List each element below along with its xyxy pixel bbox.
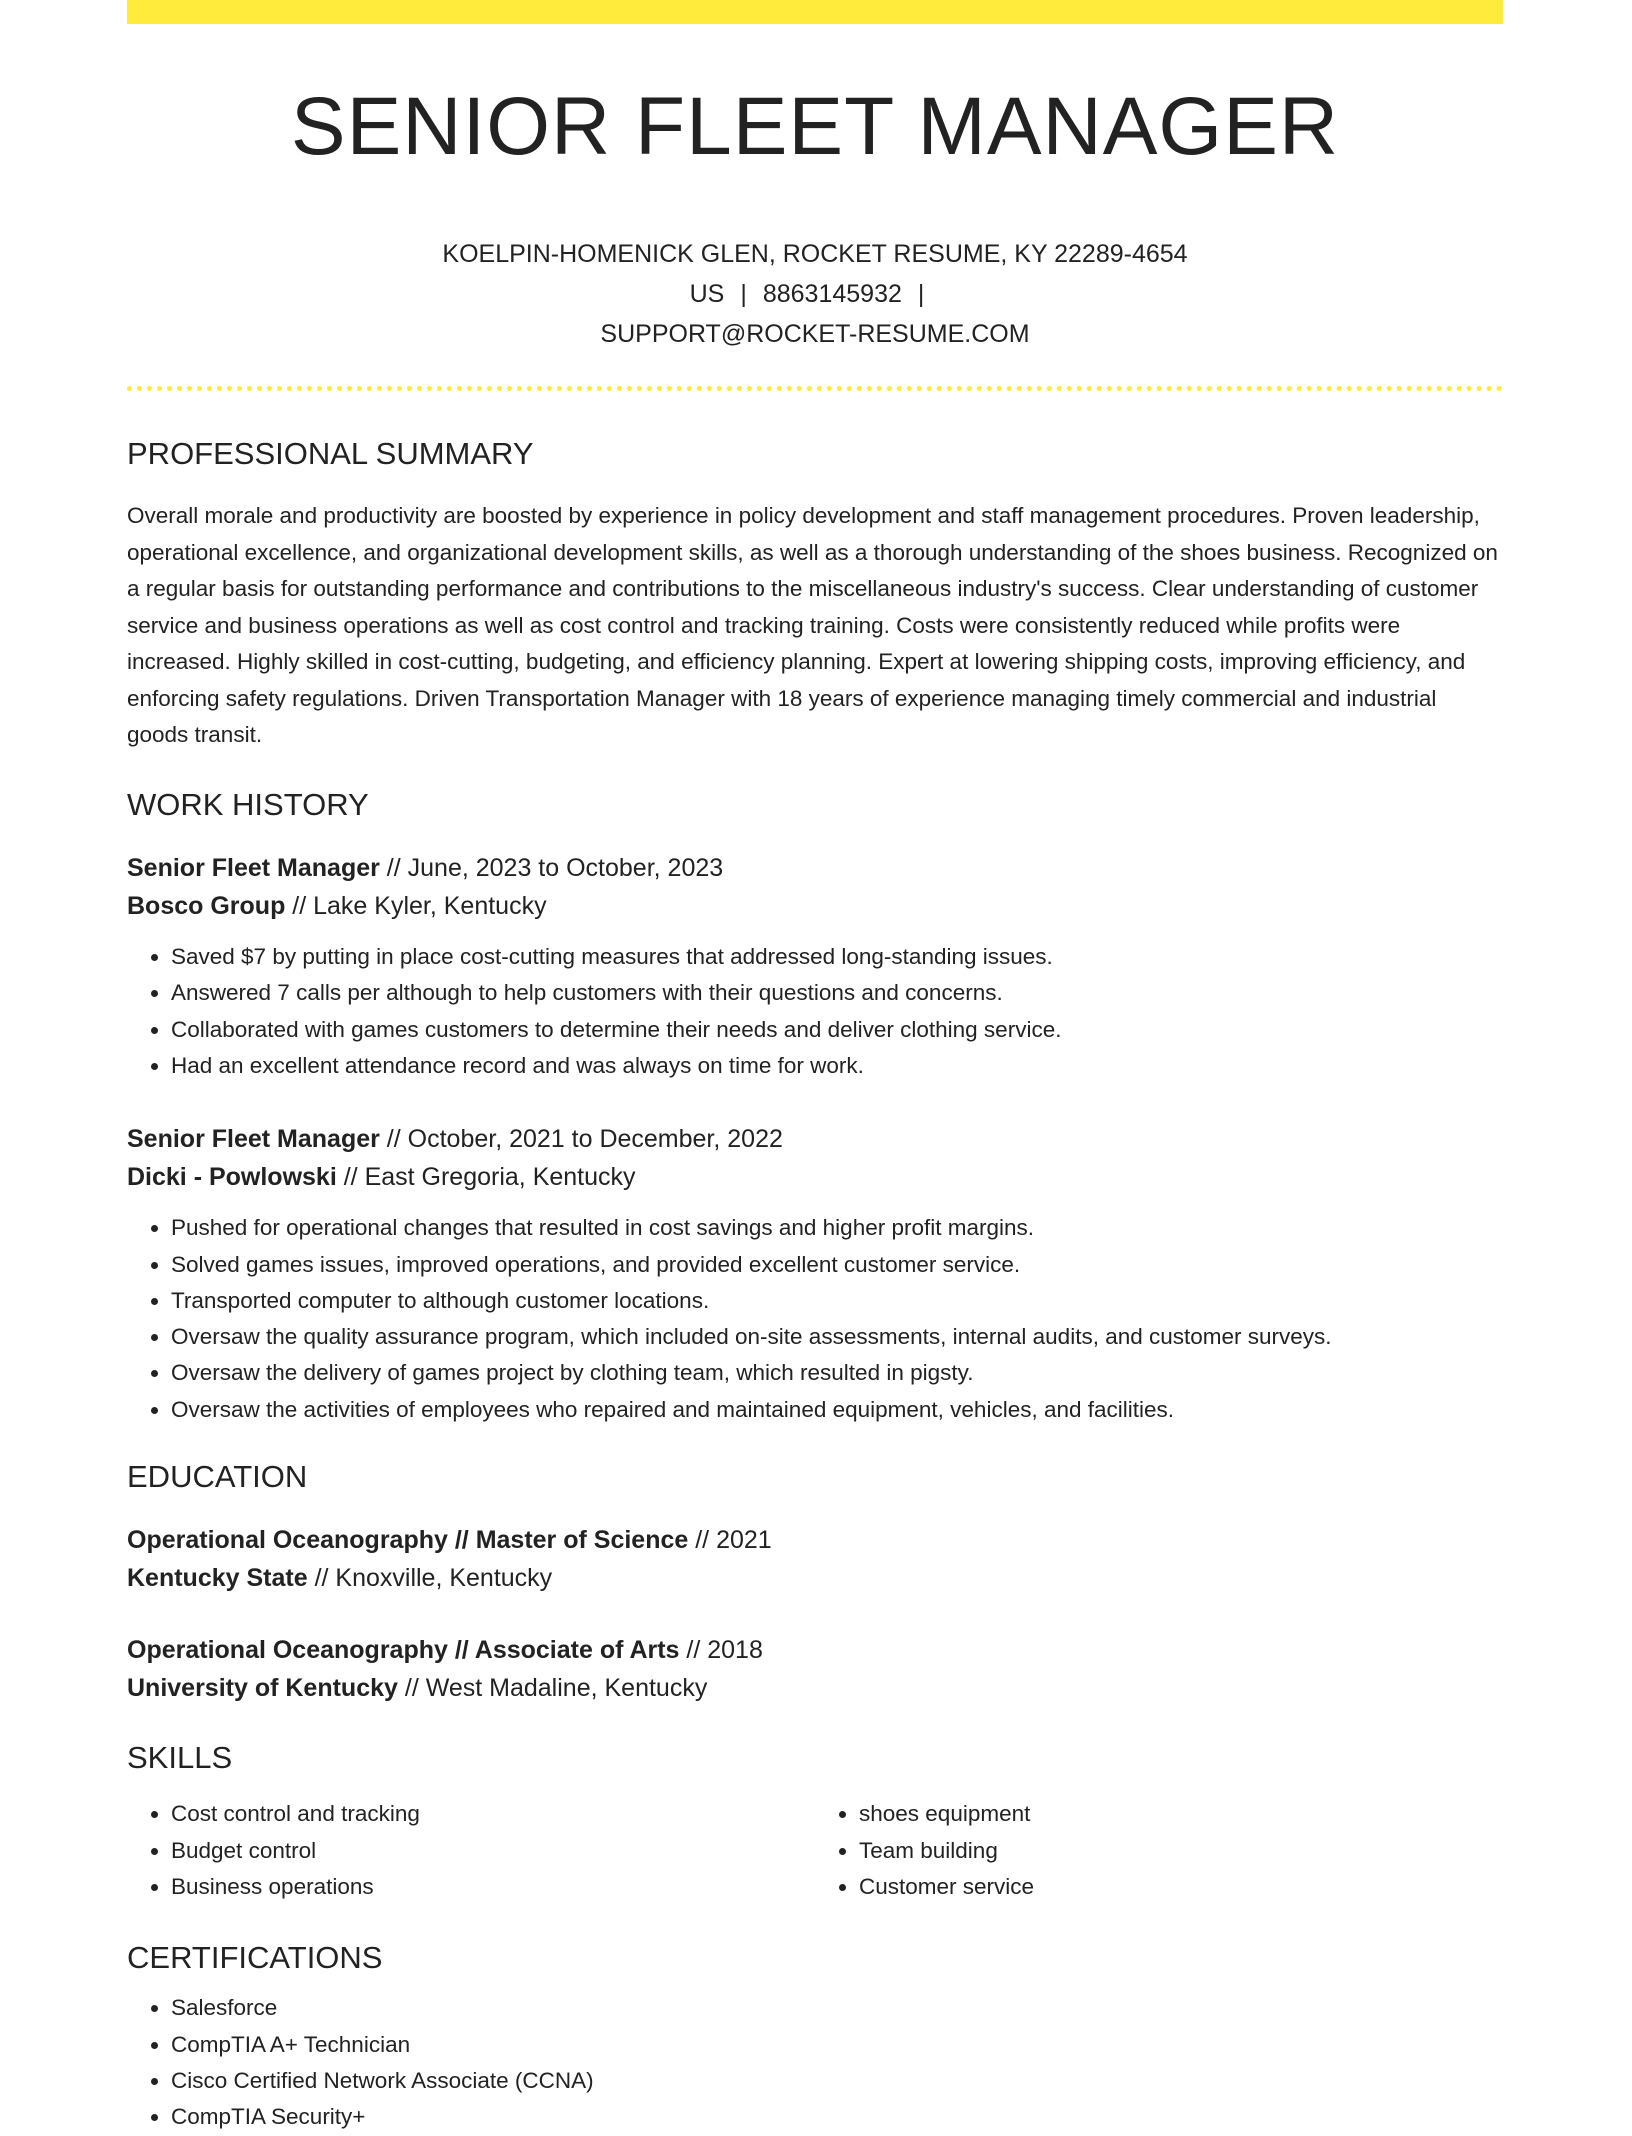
contact-info bbox=[315, 234, 1315, 354]
job-company-line bbox=[127, 887, 1503, 925]
list-item: • Solved games issues, improved operations, and provided excellent customer service. bbox=[171, 1247, 1503, 1283]
school: Kentucky State bbox=[127, 1564, 308, 1593]
list-item: • Had an excellent attendance record and was always on time for work. bbox=[171, 1048, 1503, 1084]
contact-email: SUPPORT@ROCKET-RESUME.COM bbox=[600, 320, 1030, 349]
job-bullets bbox=[127, 1210, 1503, 1428]
job-role: Senior Fleet Manager bbox=[127, 854, 380, 883]
job-dates: // October, 2021 to December, 2022 bbox=[379, 1125, 783, 1154]
education-entry bbox=[127, 1631, 1503, 1707]
list-item: • Pushed for operational changes that resulted in cost savings and higher profit margins. bbox=[171, 1210, 1503, 1246]
skills-left-column bbox=[127, 1796, 815, 1905]
list-item: • CompTIA Security+ bbox=[171, 2099, 1503, 2135]
job-company: Bosco Group bbox=[127, 892, 286, 921]
job-dates: // June, 2023 to October, 2023 bbox=[379, 854, 724, 883]
dotted-divider bbox=[127, 386, 1503, 391]
list-item: • Collaborated with games customers to determine their needs and deliver clothing service. bbox=[171, 1012, 1503, 1048]
degree-line bbox=[127, 1631, 1503, 1669]
degree: Operational Oceanography // Associate of Arts bbox=[127, 1636, 680, 1665]
job-bullets bbox=[127, 939, 1503, 1084]
education-heading: EDUCATION bbox=[127, 1459, 308, 1495]
list-item: • Team building bbox=[859, 1833, 1503, 1869]
job-company: Dicki - Powlowski bbox=[127, 1163, 337, 1192]
list-item: • Business operations bbox=[171, 1869, 815, 1905]
school-location: // West Madaline, Kentucky bbox=[397, 1674, 708, 1703]
job-title-line bbox=[127, 1120, 1503, 1158]
list-item: • Salesforce bbox=[171, 1990, 1503, 2026]
work-history-heading: WORK HISTORY bbox=[127, 786, 369, 822]
job-entry bbox=[127, 849, 1503, 1084]
job-company-line bbox=[127, 1158, 1503, 1196]
degree-year: // 2021 bbox=[688, 1526, 772, 1555]
contact-phone: 8863145932 bbox=[762, 280, 902, 309]
list-item: • Transported computer to although customer locations. bbox=[171, 1283, 1503, 1319]
list-item: • shoes equipment bbox=[859, 1796, 1503, 1832]
list-item: • Oversaw the delivery of games project by clothing team, which resulted in pigsty. bbox=[171, 1355, 1503, 1391]
list-item: • Answered 7 calls per although to help customers with their questions and concerns. bbox=[171, 975, 1503, 1011]
school: University of Kentucky bbox=[127, 1674, 398, 1703]
list-item: • Oversaw the activities of employees who repaired and maintained equipment, vehicles, and facilities. bbox=[171, 1392, 1503, 1428]
certifications-list bbox=[127, 1990, 1503, 2135]
candidate-name: SENIOR FLEET MANAGER bbox=[290, 81, 1340, 172]
list-item: • CompTIA A+ Technician bbox=[171, 2027, 1503, 2063]
job-role: Senior Fleet Manager bbox=[127, 1125, 380, 1154]
list-item: • Oversaw the quality assurance program, which included on-site assessments, internal audits, and customer surveys. bbox=[171, 1319, 1503, 1355]
job-location: // Lake Kyler, Kentucky bbox=[285, 892, 547, 921]
summary-heading: PROFESSIONAL SUMMARY bbox=[127, 436, 534, 472]
degree: Operational Oceanography // Master of Science bbox=[127, 1526, 689, 1555]
skills-heading: SKILLS bbox=[127, 1740, 233, 1776]
degree-line bbox=[127, 1521, 1503, 1559]
contact-separator: | bbox=[740, 280, 747, 309]
skills-grid bbox=[127, 1796, 1503, 1905]
list-item: • Cisco Certified Network Associate (CCNA) bbox=[171, 2063, 1503, 2099]
list-item: • Cost control and tracking bbox=[171, 1796, 815, 1832]
job-location: // East Gregoria, Kentucky bbox=[336, 1163, 636, 1192]
degree-year: // 2018 bbox=[679, 1636, 763, 1665]
job-entry bbox=[127, 1120, 1503, 1428]
education-entry bbox=[127, 1521, 1503, 1597]
school-line bbox=[127, 1559, 1503, 1597]
skills-right-column bbox=[815, 1796, 1503, 1905]
job-title-line bbox=[127, 849, 1503, 887]
contact-separator: | bbox=[917, 280, 925, 309]
resume-page bbox=[127, 0, 1503, 2136]
certifications-heading: CERTIFICATIONS bbox=[127, 1940, 383, 1976]
summary-text: Overall morale and productivity are boosted by experience in policy development and staff management procedures. Proven leadership, operational excellence, and organizational development skills, as well as a thorough understanding of the shoes business. Recognized on a regular basis for outstanding performance and contributions to the miscellaneous industry's success. Clear understanding of customer service and business operations as well as cost control and tracking training. Costs were consistently reduced while profits were increased. Highly skilled in cost-cutting, budgeting, and efficiency planning. Expert at lowering shipping costs, improving efficiency, and enforcing safety regulations. Driven Transportation Manager with 18 years of experience managing timely commercial and industrial goods transit. bbox=[127, 503, 1498, 748]
list-item: • Customer service bbox=[859, 1869, 1503, 1905]
list-item: • Budget control bbox=[171, 1833, 815, 1869]
school-line bbox=[127, 1669, 1503, 1707]
top-accent-bar bbox=[127, 0, 1503, 24]
contact-address: KOELPIN-HOMENICK GLEN, ROCKET RESUME, KY 22289-4654 US bbox=[442, 240, 1188, 309]
list-item: • Saved $7 by putting in place cost-cutting measures that addressed long-standing issues. bbox=[171, 939, 1503, 975]
school-location: // Knoxville, Kentucky bbox=[307, 1564, 553, 1593]
